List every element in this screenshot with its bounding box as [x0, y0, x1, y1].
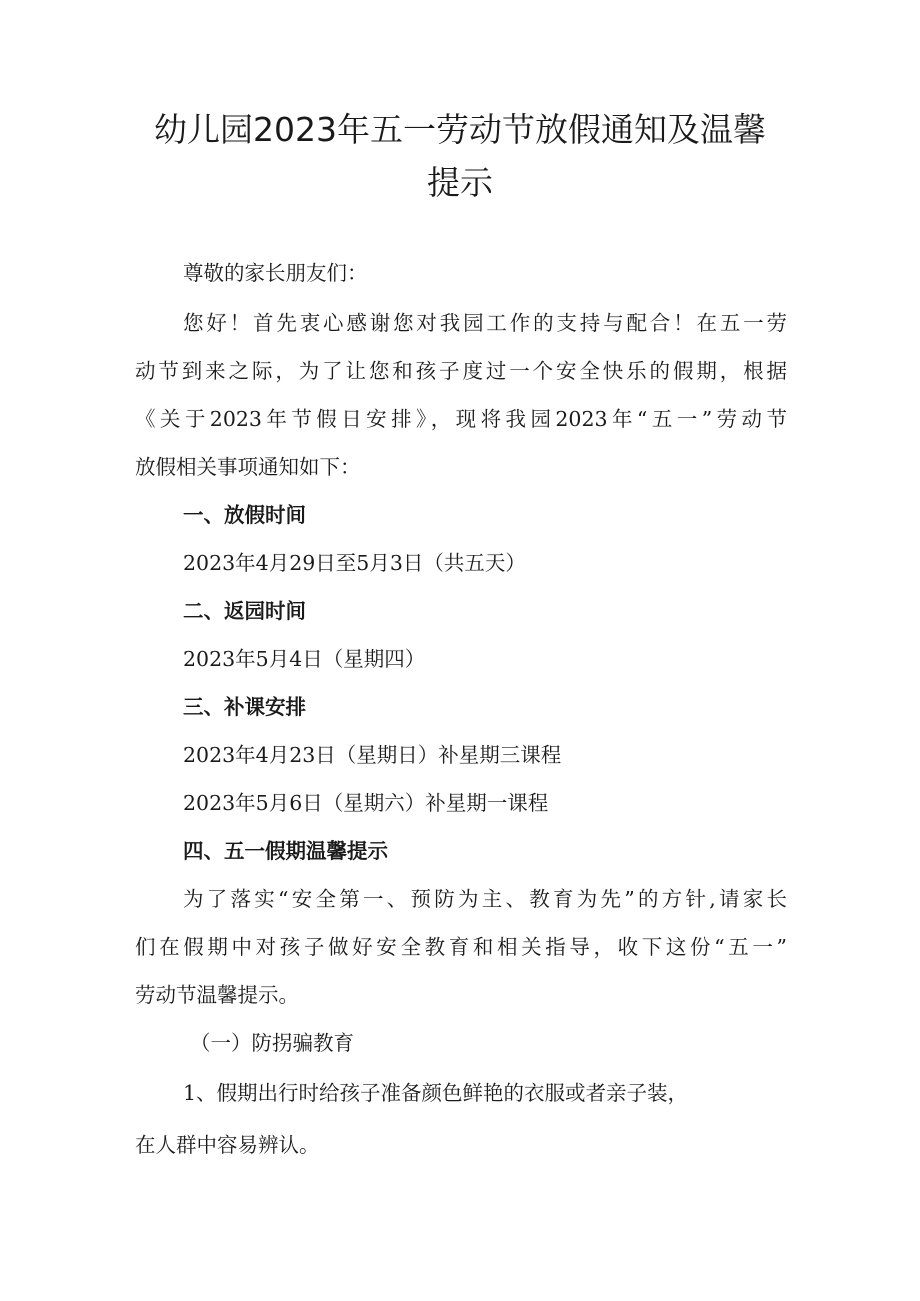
- section-2-text: 2023年5月4日（星期四）: [183, 647, 426, 671]
- section-1-text: 2023年4月29日至5月3日（共五天）: [183, 551, 526, 575]
- item-1-line-2: 在人群中容易辨认。: [135, 1133, 320, 1157]
- section-3-item-2: 2023年5月6日（星期六）补星期一课程: [183, 791, 549, 815]
- section-4-heading: 四、五一假期温馨提示: [183, 839, 388, 863]
- item-1-line-1: 1、假期出行时给孩子准备颜色鲜艳的衣服或者亲子装，: [183, 1081, 689, 1105]
- section-3-heading: 三、补课安排: [183, 695, 306, 719]
- section-1-heading: 一、放假时间: [183, 503, 306, 527]
- greeting: 尊敬的家长朋友们：: [183, 261, 368, 285]
- intro-line-1: 您好！首先衷心感谢您对我园工作的支持与配合！在五一劳: [183, 311, 787, 335]
- section-4-line-3: 劳动节温馨提示。: [135, 983, 299, 1007]
- intro-line-4: 放假相关事项通知如下：: [135, 455, 361, 479]
- section-4-line-1: 为了落实“安全第一、预防为主、教育为先”的方针,请家长: [183, 887, 787, 911]
- document-title-line-1: 幼儿园2023年五一劳动节放假通知及温馨: [154, 110, 766, 149]
- document-title-line-2: 提示: [427, 163, 493, 202]
- section-4-line-2: 们在假期中对孩子做好安全教育和相关指导，收下这份“五一”: [135, 935, 787, 959]
- intro-line-3: 《关于2023年节假日安排》，现将我园2023年“五一”劳动节: [135, 407, 787, 431]
- section-2-heading: 二、返园时间: [183, 599, 306, 623]
- intro-line-2: 动节到来之际，为了让您和孩子度过一个安全快乐的假期，根据: [135, 359, 787, 383]
- section-3-item-1: 2023年4月23日（星期日）补星期三课程: [183, 743, 562, 767]
- subsection-1-heading: （一）防拐骗教育: [190, 1031, 354, 1055]
